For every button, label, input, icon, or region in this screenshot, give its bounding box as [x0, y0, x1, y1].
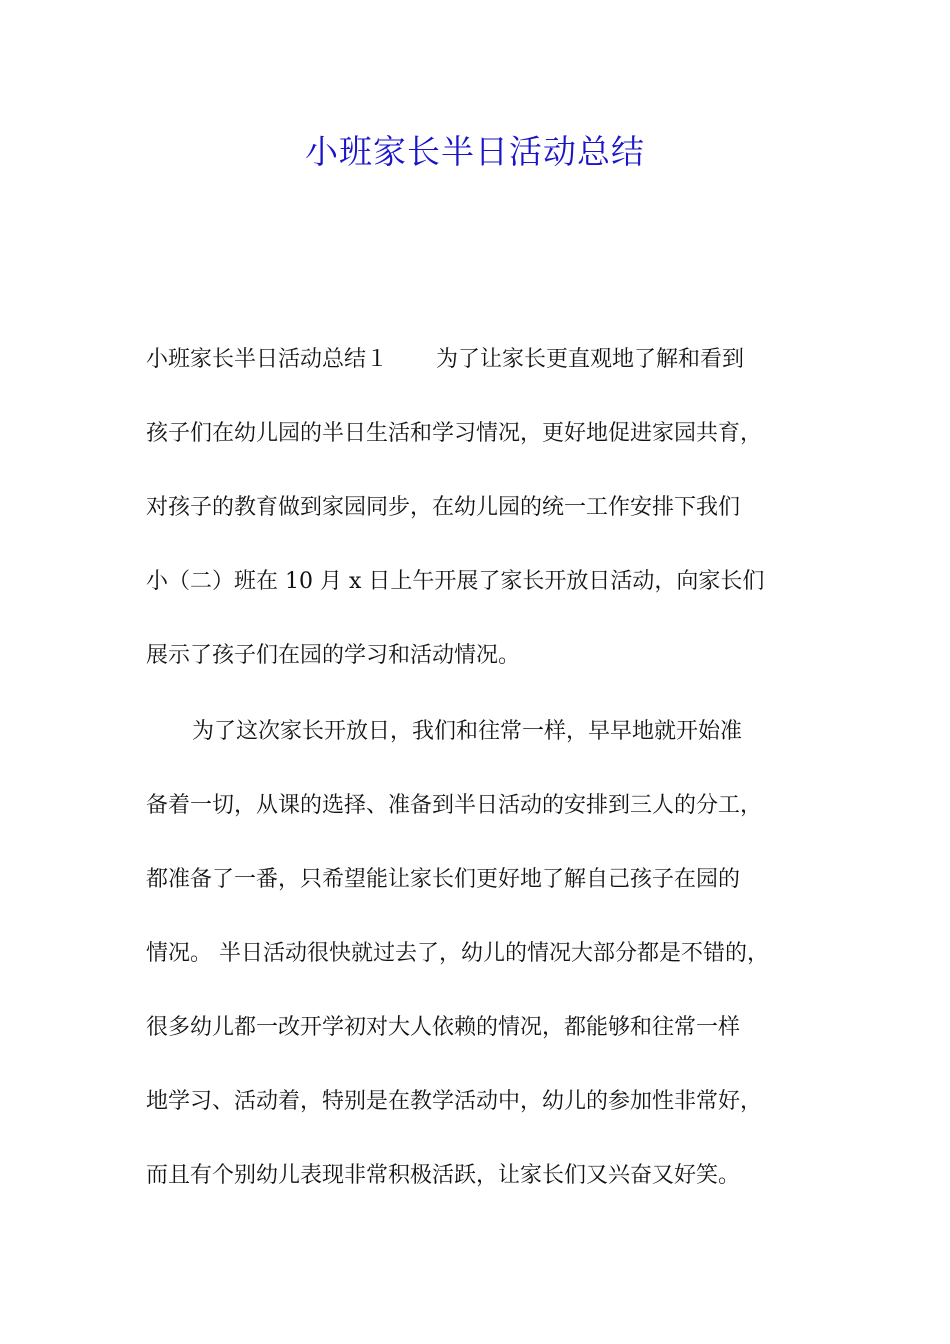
body-line-6: 为了这次家长开放日，我们和往常一样，早早地就开始准: [192, 719, 743, 744]
document-title: 小班家长半日活动总结: [305, 132, 645, 171]
body-line-11: 地学习、活动着，特别是在教学活动中，幼儿的参加性非常好，: [146, 1089, 763, 1114]
body-line-3: 对孩子的教育做到家园同步，在幼儿园的统一工作安排下我们: [146, 495, 741, 520]
body-line-5: 展示了孩子们在园的学习和活动情况。: [146, 643, 521, 668]
body-line-1: [146, 342, 826, 378]
body-line-12: 而且有个别幼儿表现非常积极活跃，让家长们又兴奋又好笑。: [146, 1163, 741, 1188]
body-line-10: 很多幼儿都一改开学初对大人依赖的情况，都能够和往常一样: [146, 1015, 741, 1040]
section-heading: 小班家长半日活动总结１: [146, 347, 389, 372]
body-line-4: 小（二）班在 10 月 x 日上午开展了家长开放日活动，向家长们: [146, 569, 765, 594]
body-line-2: 孩子们在幼儿园的半日生活和学习情况，更好地促进家园共育，: [146, 421, 763, 446]
body-line-7: 备着一切，从课的选择、准备到半日活动的安排到三人的分工，: [146, 793, 763, 818]
body-line-8: 都准备了一番，只希望能让家长们更好地了解自己孩子在园的: [146, 867, 741, 892]
body-line-9: 情况。 半日活动很快就过去了，幼儿的情况大部分都是不错的，: [146, 941, 769, 966]
body-text-start: 为了让家长更直观地了解和看到: [436, 347, 745, 372]
